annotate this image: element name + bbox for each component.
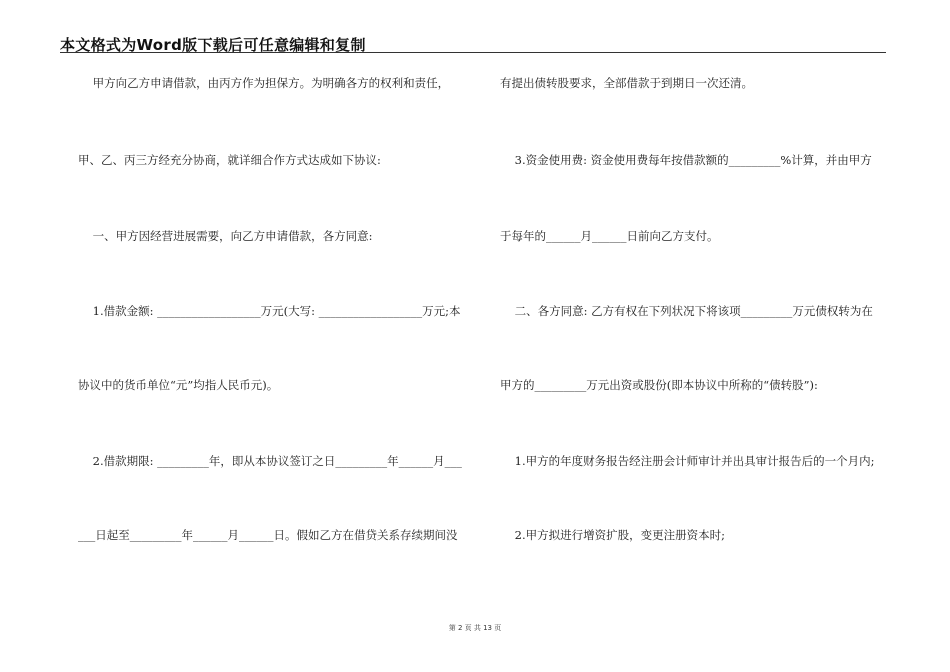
left-paragraph-line: 1.借款金额: __________________万元(大写: __________________万元;本 bbox=[78, 304, 461, 318]
right-paragraph-line: 1.甲方的年度财务报告经注册会计师审计并出具审计报告后的一个月内; bbox=[500, 454, 875, 468]
left-paragraph-line: 甲方向乙方申请借款，由丙方作为担保方。为明确各方的权利和责任， bbox=[78, 76, 450, 90]
page-number-footer: 第 2 页 共 13 页 bbox=[448, 624, 502, 632]
right-paragraph-line: 二、各方同意: 乙方有权在下列状况下将该项_________万元债权转为在 bbox=[500, 304, 873, 318]
left-paragraph-line: 一、甲方因经营进展需要，向乙方申请借款，各方同意: bbox=[78, 229, 373, 243]
right-paragraph-line: 2.甲方拟进行增资扩股，变更注册资本时; bbox=[500, 528, 725, 542]
right-paragraph-line: 3.资金使用费: 资金使用费每年按借款额的_________%计算，并由甲方 bbox=[500, 153, 872, 167]
left-paragraph-line: ___日起至_________年______月______日。假如乙方在借贷关系存续期间没 bbox=[78, 528, 458, 542]
left-paragraph-line: 甲、乙、丙三方经充分协商，就详细合作方式达成如下协议: bbox=[78, 153, 381, 167]
document-header-title: 本文格式为Word版下载后可任意编辑和复制 bbox=[60, 36, 366, 54]
left-paragraph-line: 2.借款期限: _________年，即从本协议签订之日_________年______月___ bbox=[78, 454, 462, 468]
right-paragraph-line: 甲方的_________万元出资或股份(即本协议中所称的“债转股”): bbox=[500, 378, 818, 392]
right-paragraph-line: 有提出债转股要求，全部借款于到期日一次还清。 bbox=[500, 76, 753, 90]
header-divider bbox=[60, 52, 886, 53]
right-paragraph-line: 于每年的______月______日前向乙方支付。 bbox=[500, 229, 719, 243]
left-paragraph-line: 协议中的货币单位“元”均指人民币元)。 bbox=[78, 378, 279, 392]
